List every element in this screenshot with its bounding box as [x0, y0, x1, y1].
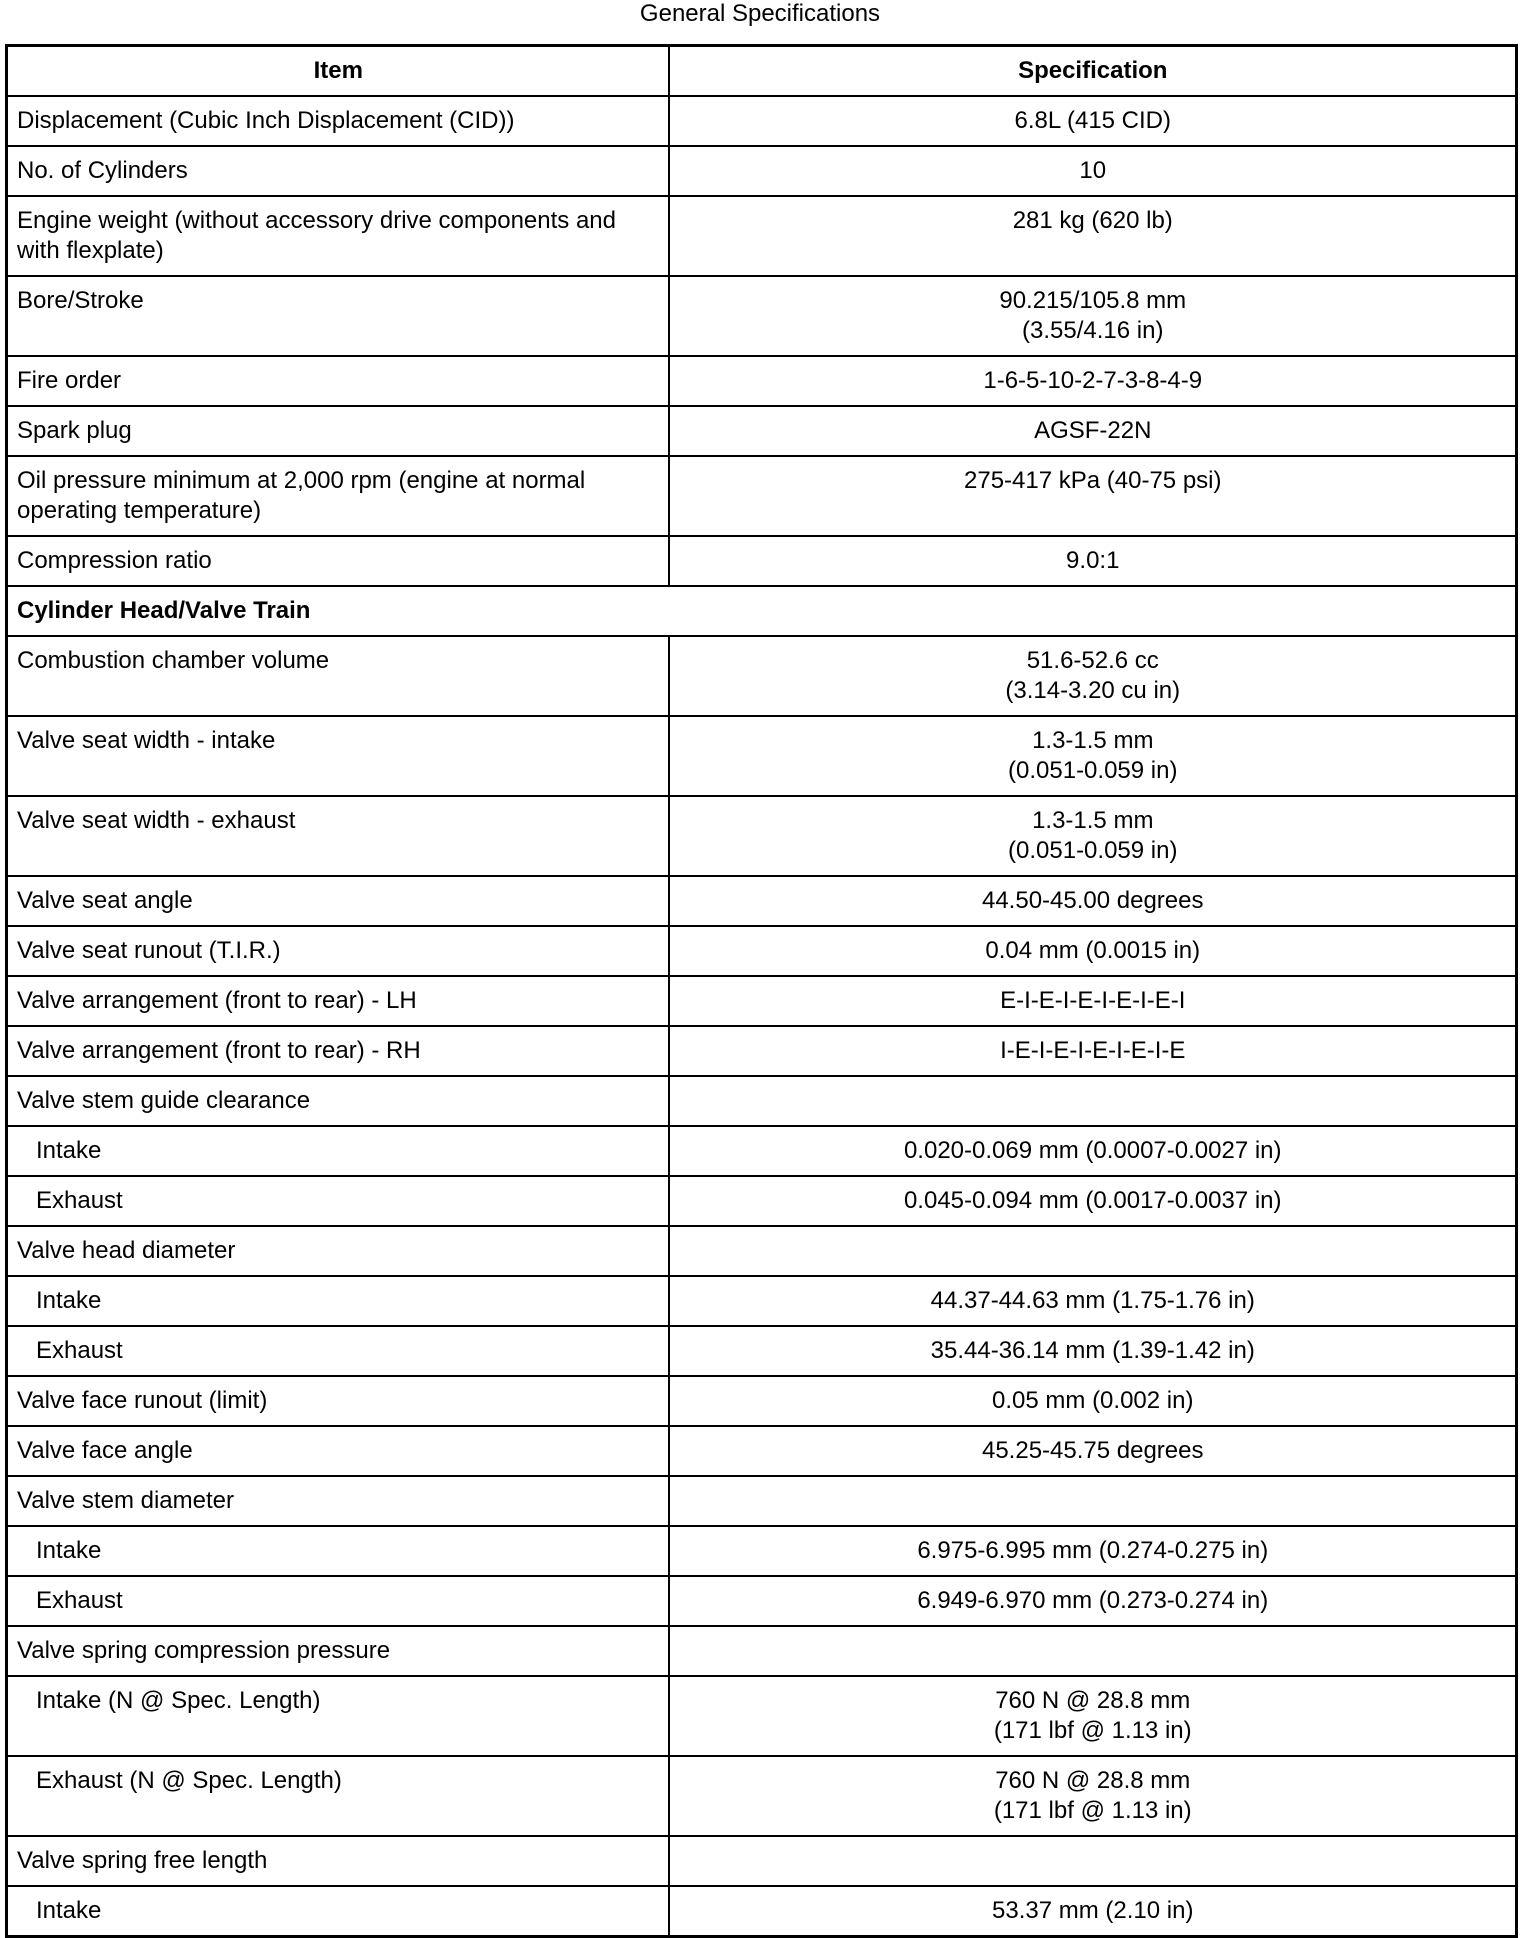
table-caption: General Specifications — [639, 0, 881, 27]
table-row — [7, 926, 1517, 976]
specification-cell: AGSF-22N — [669, 406, 1517, 456]
sub-item-cell: Exhaust — [7, 1176, 669, 1226]
sub-item-cell: Intake — [7, 1276, 669, 1326]
table-row — [7, 1176, 1517, 1226]
specification-cell: 90.215/105.8 mm (3.55/4.16 in) — [669, 276, 1517, 356]
table-row — [7, 1126, 1517, 1176]
item-cell: Engine weight (without accessory drive components and with flexplate) — [7, 196, 669, 276]
item-column-header: Item — [7, 46, 669, 97]
specification-cell: 6.975-6.995 mm (0.274-0.275 in) — [669, 1526, 1517, 1576]
section-heading: Cylinder Head/Valve Train — [7, 586, 1517, 636]
table-row — [7, 146, 1517, 196]
specification-cell: 0.04 mm (0.0015 in) — [669, 926, 1517, 976]
sub-item-cell: Intake — [7, 1886, 669, 1937]
item-cell: Valve seat runout (T.I.R.) — [7, 926, 669, 976]
specification-cell: 0.045-0.094 mm (0.0017-0.0037 in) — [669, 1176, 1517, 1226]
specification-cell: 10 — [669, 146, 1517, 196]
table-row — [7, 1836, 1517, 1886]
item-cell: Spark plug — [7, 406, 669, 456]
specification-cell: 0.020-0.069 mm (0.0007-0.0027 in) — [669, 1126, 1517, 1176]
specification-cell: 35.44-36.14 mm (1.39-1.42 in) — [669, 1326, 1517, 1376]
item-cell: Valve spring compression pressure — [7, 1626, 669, 1676]
table-row — [7, 1756, 1517, 1836]
item-cell: Displacement (Cubic Inch Displacement (CID)) — [7, 96, 669, 146]
specification-cell: 45.25-45.75 degrees — [669, 1426, 1517, 1476]
item-cell: Combustion chamber volume — [7, 636, 669, 716]
table-body — [7, 96, 1517, 1937]
specification-cell: 6.8L (415 CID) — [669, 96, 1517, 146]
sub-item-cell: Exhaust — [7, 1576, 669, 1626]
table-row — [7, 406, 1517, 456]
specification-cell — [669, 1626, 1517, 1676]
specification-cell — [669, 1226, 1517, 1276]
specification-cell: 51.6-52.6 cc (3.14-3.20 cu in) — [669, 636, 1517, 716]
table-row — [7, 1676, 1517, 1756]
table-row — [7, 1626, 1517, 1676]
table-row — [7, 1376, 1517, 1426]
table-row — [7, 1076, 1517, 1126]
table-row — [7, 1326, 1517, 1376]
table-row — [7, 96, 1517, 146]
specification-cell: 1-6-5-10-2-7-3-8-4-9 — [669, 356, 1517, 406]
specification-cell: 760 N @ 28.8 mm (171 lbf @ 1.13 in) — [669, 1756, 1517, 1836]
item-cell: Valve head diameter — [7, 1226, 669, 1276]
specification-cell: 1.3-1.5 mm (0.051-0.059 in) — [669, 716, 1517, 796]
table-row — [7, 196, 1517, 276]
table-row — [7, 1026, 1517, 1076]
table-header-row — [7, 46, 1517, 97]
item-cell: Valve seat width - intake — [7, 716, 669, 796]
item-cell: Valve spring free length — [7, 1836, 669, 1886]
sub-item-cell: Exhaust (N @ Spec. Length) — [7, 1756, 669, 1836]
specification-cell: 9.0:1 — [669, 536, 1517, 586]
sub-item-cell: Intake (N @ Spec. Length) — [7, 1676, 669, 1756]
table-row — [7, 876, 1517, 926]
item-cell: Valve stem guide clearance — [7, 1076, 669, 1126]
section-row — [7, 586, 1517, 636]
table-row — [7, 976, 1517, 1026]
item-cell: No. of Cylinders — [7, 146, 669, 196]
specification-cell — [669, 1076, 1517, 1126]
table-row — [7, 1276, 1517, 1326]
specification-cell: 44.37-44.63 mm (1.75-1.76 in) — [669, 1276, 1517, 1326]
table-row — [7, 1886, 1517, 1937]
table-row — [7, 356, 1517, 406]
sub-item-cell: Intake — [7, 1526, 669, 1576]
specification-cell: 6.949-6.970 mm (0.273-0.274 in) — [669, 1576, 1517, 1626]
table-row — [7, 456, 1517, 536]
specification-cell: 0.05 mm (0.002 in) — [669, 1376, 1517, 1426]
specification-cell: 44.50-45.00 degrees — [669, 876, 1517, 926]
specification-cell: 275-417 kPa (40-75 psi) — [669, 456, 1517, 536]
table-row — [7, 1476, 1517, 1526]
item-cell: Valve stem diameter — [7, 1476, 669, 1526]
item-cell: Fire order — [7, 356, 669, 406]
specification-cell: I-E-I-E-I-E-I-E-I-E — [669, 1026, 1517, 1076]
item-cell: Valve arrangement (front to rear) - LH — [7, 976, 669, 1026]
table-row — [7, 716, 1517, 796]
item-cell: Valve seat angle — [7, 876, 669, 926]
general-specifications-table — [5, 44, 1518, 1938]
table-row — [7, 1226, 1517, 1276]
specification-cell: 53.37 mm (2.10 in) — [669, 1886, 1517, 1937]
specification-cell: 1.3-1.5 mm (0.051-0.059 in) — [669, 796, 1517, 876]
table-row — [7, 1576, 1517, 1626]
table-row — [7, 1426, 1517, 1476]
table-row — [7, 536, 1517, 586]
specification-cell: 281 kg (620 lb) — [669, 196, 1517, 276]
item-cell: Valve arrangement (front to rear) - RH — [7, 1026, 669, 1076]
table-row — [7, 636, 1517, 716]
table-row — [7, 276, 1517, 356]
sub-item-cell: Exhaust — [7, 1326, 669, 1376]
item-cell: Valve face angle — [7, 1426, 669, 1476]
specification-cell: E-I-E-I-E-I-E-I-E-I — [669, 976, 1517, 1026]
item-cell: Valve seat width - exhaust — [7, 796, 669, 876]
specification-cell: 760 N @ 28.8 mm (171 lbf @ 1.13 in) — [669, 1676, 1517, 1756]
specification-column-header: Specification — [669, 46, 1517, 97]
specification-cell — [669, 1836, 1517, 1886]
item-cell: Oil pressure minimum at 2,000 rpm (engine at normal operating temperature) — [7, 456, 669, 536]
item-cell: Compression ratio — [7, 536, 669, 586]
specification-cell — [669, 1476, 1517, 1526]
table-row — [7, 1526, 1517, 1576]
item-cell: Valve face runout (limit) — [7, 1376, 669, 1426]
sub-item-cell: Intake — [7, 1126, 669, 1176]
item-cell: Bore/Stroke — [7, 276, 669, 356]
table-row — [7, 796, 1517, 876]
